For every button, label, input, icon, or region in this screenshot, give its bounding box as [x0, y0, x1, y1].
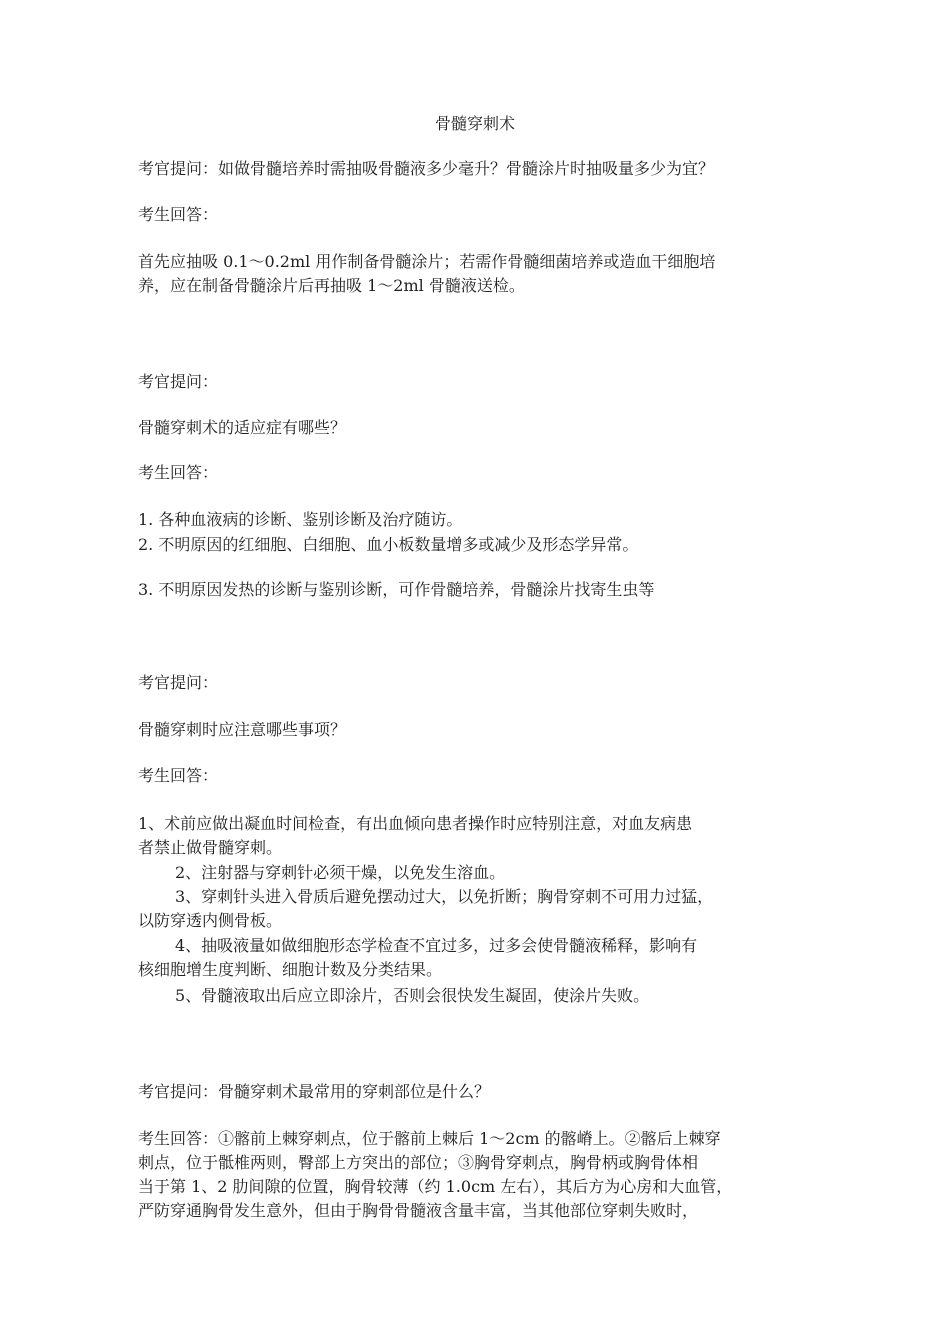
- q3-question-label: 考官提问：: [138, 673, 219, 692]
- q2-question-label: 考官提问：: [138, 372, 219, 391]
- q2-question: 骨髓穿刺术的适应症有哪些？: [138, 418, 347, 437]
- q3-answer-line: 核细胞增生度判断、细胞计数及分类结果。: [138, 960, 443, 979]
- q1-answer-line: 首先应抽吸 0.1～0.2ml 用作制备骨髓涂片；若需作骨髓细菌培养或造血干细胞培: [138, 252, 716, 271]
- q3-answer-line: 2、注射器与穿刺针必须干燥，以免发生溶血。: [175, 863, 506, 882]
- q3-answer-line: 5、骨髓液取出后应立即涂片，否则会很快发生凝固，使涂片失败。: [175, 986, 650, 1005]
- q3-answer-line: 以防穿透内侧骨板。: [138, 911, 283, 930]
- q3-answer-line: 1、术前应做出凝血时间检查，有出血倾向患者操作时应特别注意，对血友病患: [138, 814, 693, 833]
- q2-answer-line: 3. 不明原因发热的诊断与鉴别诊断，可作骨髓培养，骨髓涂片找寄生虫等: [138, 580, 655, 599]
- q2-answer-line: 1. 各种血液病的诊断、鉴别诊断及治疗随访。: [138, 510, 463, 529]
- q1-answer-label: 考生回答：: [138, 205, 219, 224]
- page-title: 骨髓穿刺术: [434, 114, 515, 133]
- q4-answer-line: 刺点，位于骶椎两则，臀部上方突出的部位；③胸骨穿刺点，胸骨柄或胸骨体相: [138, 1153, 699, 1172]
- q4-answer-line: 严防穿通胸骨发生意外，但由于胸骨骨髓液含量丰富，当其他部位穿刺失败时，: [138, 1201, 699, 1220]
- q1-answer-line: 养，应在制备骨髓涂片后再抽吸 1～2ml 骨髓液送检。: [138, 276, 525, 295]
- q4-answer-line: 当于第 1、2 肋间隙的位置，胸骨较薄（约 1.0cm 左右），其后方为心房和大血管，: [138, 1177, 733, 1196]
- q2-answer-line: 2. 不明原因的红细胞、白细胞、血小板数量增多或减少及形态学异常。: [138, 535, 639, 554]
- q1-question: 考官提问：如做骨髓培养时需抽吸骨髓液多少毫升？骨髓涂片时抽吸量多少为宜？: [138, 159, 715, 178]
- q4-answer-line: 考生回答：①髂前上棘穿刺点，位于髂前上棘后 1～2cm 的髂嵴上。②髂后上棘穿: [138, 1129, 721, 1148]
- q3-answer-line: 3、穿刺针头进入骨质后避免摆动过大，以免折断；胸骨穿刺不可用力过猛，: [175, 887, 714, 906]
- q3-answer-line: 者禁止做骨髓穿刺。: [138, 838, 283, 857]
- q2-answer-label: 考生回答：: [138, 463, 219, 482]
- q3-answer-label: 考生回答：: [138, 766, 219, 785]
- q3-question: 骨髓穿刺时应注意哪些事项？: [138, 720, 347, 739]
- q3-answer-line: 4、抽吸液量如做细胞形态学检查不宜过多，过多会使骨髓液稀释，影响有: [175, 936, 698, 955]
- q4-question: 考官提问：骨髓穿刺术最常用的穿刺部位是什么？: [138, 1082, 491, 1101]
